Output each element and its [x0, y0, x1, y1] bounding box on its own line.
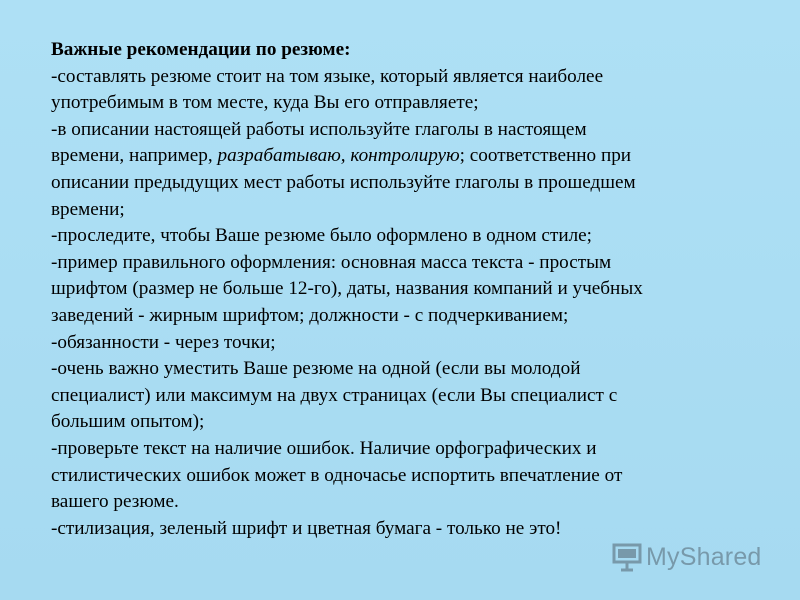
text-line: -обязанности - через точки; — [51, 331, 276, 353]
text-line: вашего резюме. — [51, 491, 179, 513]
text-line-italic: разрабатываю, контролирую — [217, 145, 460, 167]
watermark-text: MyShared — [646, 542, 762, 571]
text-line: -стилизация, зеленый шрифт и цветная бумага - только не это! — [51, 517, 562, 539]
text-line: употребимым в том месте, куда Вы его отправляете; — [51, 92, 479, 114]
text-line-mixed — [51, 143, 771, 170]
presentation-board-icon — [612, 542, 642, 572]
slide-title: Важные рекомендации по резюме: — [51, 39, 351, 60]
text-line: -очень важно уместить Ваше резюме на одной (если вы молодой — [51, 358, 581, 380]
text-line: шрифтом (размер не больше 12-го), даты, названия компаний и учебных — [51, 278, 643, 300]
text-line: описании предыдущих мест работы используйте глаголы в прошедшем — [51, 171, 636, 193]
text-line: -составлять резюме стоит на том языке, который является наиболее — [51, 65, 604, 87]
text-line: -проверьте текст на наличие ошибок. Наличие орфографических и — [51, 437, 597, 459]
text-line-prefix: времени, например, — [51, 145, 218, 167]
text-line: стилистических ошибок может в одночасье испортить впечатление от — [51, 464, 623, 486]
text-line: специалист) или максимум на двух страницах (если Вы специалист с — [51, 384, 618, 406]
text-line: -проследите, чтобы Ваше резюме было оформлено в одном стиле; — [51, 225, 593, 247]
text-line: времени; — [51, 198, 125, 220]
text-line: -пример правильного оформления: основная масса текста - простым — [51, 251, 612, 273]
myshared-watermark — [612, 540, 762, 574]
slide-content — [51, 37, 771, 542]
text-line: заведений - жирным шрифтом; должности - с подчеркиванием; — [51, 304, 569, 326]
text-line: -в описании настоящей работы используйте глаголы в настоящем — [51, 118, 587, 140]
text-line: большим опытом); — [51, 411, 205, 433]
text-line-suffix: ; соответственно при — [459, 145, 632, 167]
